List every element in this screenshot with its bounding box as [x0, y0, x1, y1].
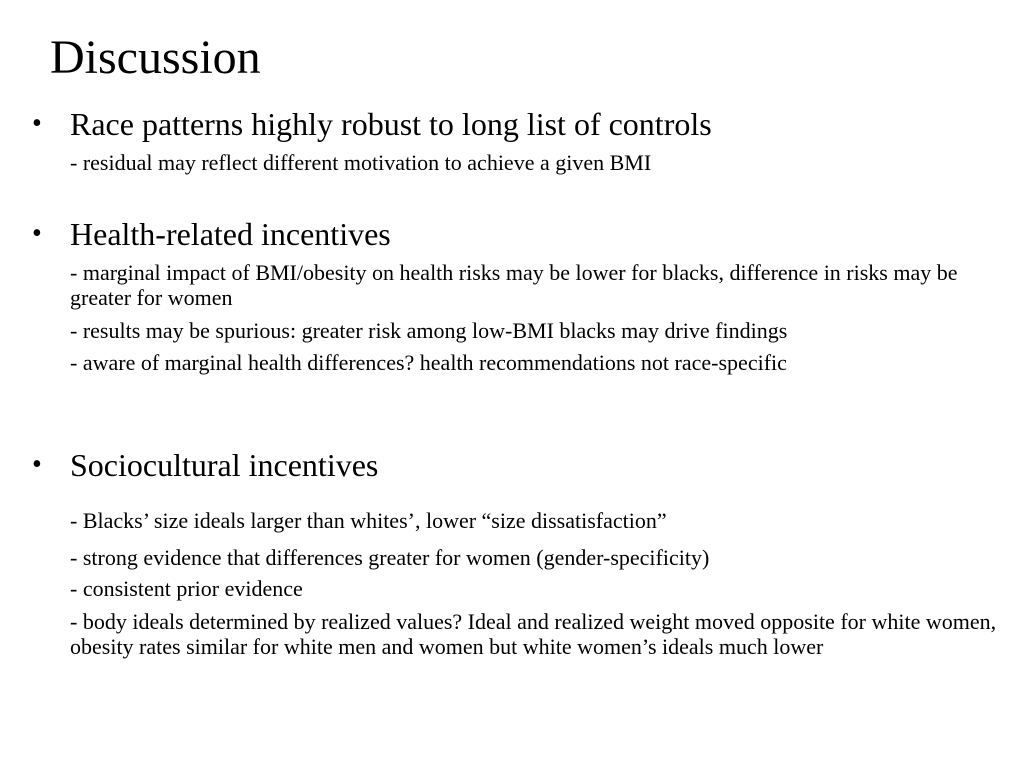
bullet-heading: Sociocultural incentives [70, 447, 379, 483]
bullet-heading: Health-related incentives [70, 216, 391, 252]
subpoint: - body ideals determined by realized values? Ideal and realized weight moved opposite for white women, obesity rates similar for white men and women but white women’s ideals much lower [70, 609, 997, 659]
bullet-marker: • [32, 108, 42, 139]
bullet-heading: Race patterns highly robust to long list of controls [70, 106, 712, 142]
subpoint: - results may be spurious: greater risk among low-BMI blacks may drive findings [70, 318, 788, 343]
bullet-marker: • [32, 449, 42, 480]
slide-title: Discussion [50, 31, 261, 84]
subpoint: - Blacks’ size ideals larger than whites’, lower “size dissatisfaction” [70, 508, 667, 533]
subpoint: - residual may reflect different motivation to achieve a given BMI [70, 150, 652, 175]
subpoint: - aware of marginal health differences? health recommendations not race-specific [70, 350, 787, 375]
subpoint: - strong evidence that differences greater for women (gender-specificity) [70, 545, 710, 570]
subpoint: - marginal impact of BMI/obesity on health risks may be lower for blacks, difference in risks may be greater for women [70, 260, 958, 310]
subpoint: - consistent prior evidence [70, 576, 303, 601]
bullet-marker: • [32, 218, 42, 249]
